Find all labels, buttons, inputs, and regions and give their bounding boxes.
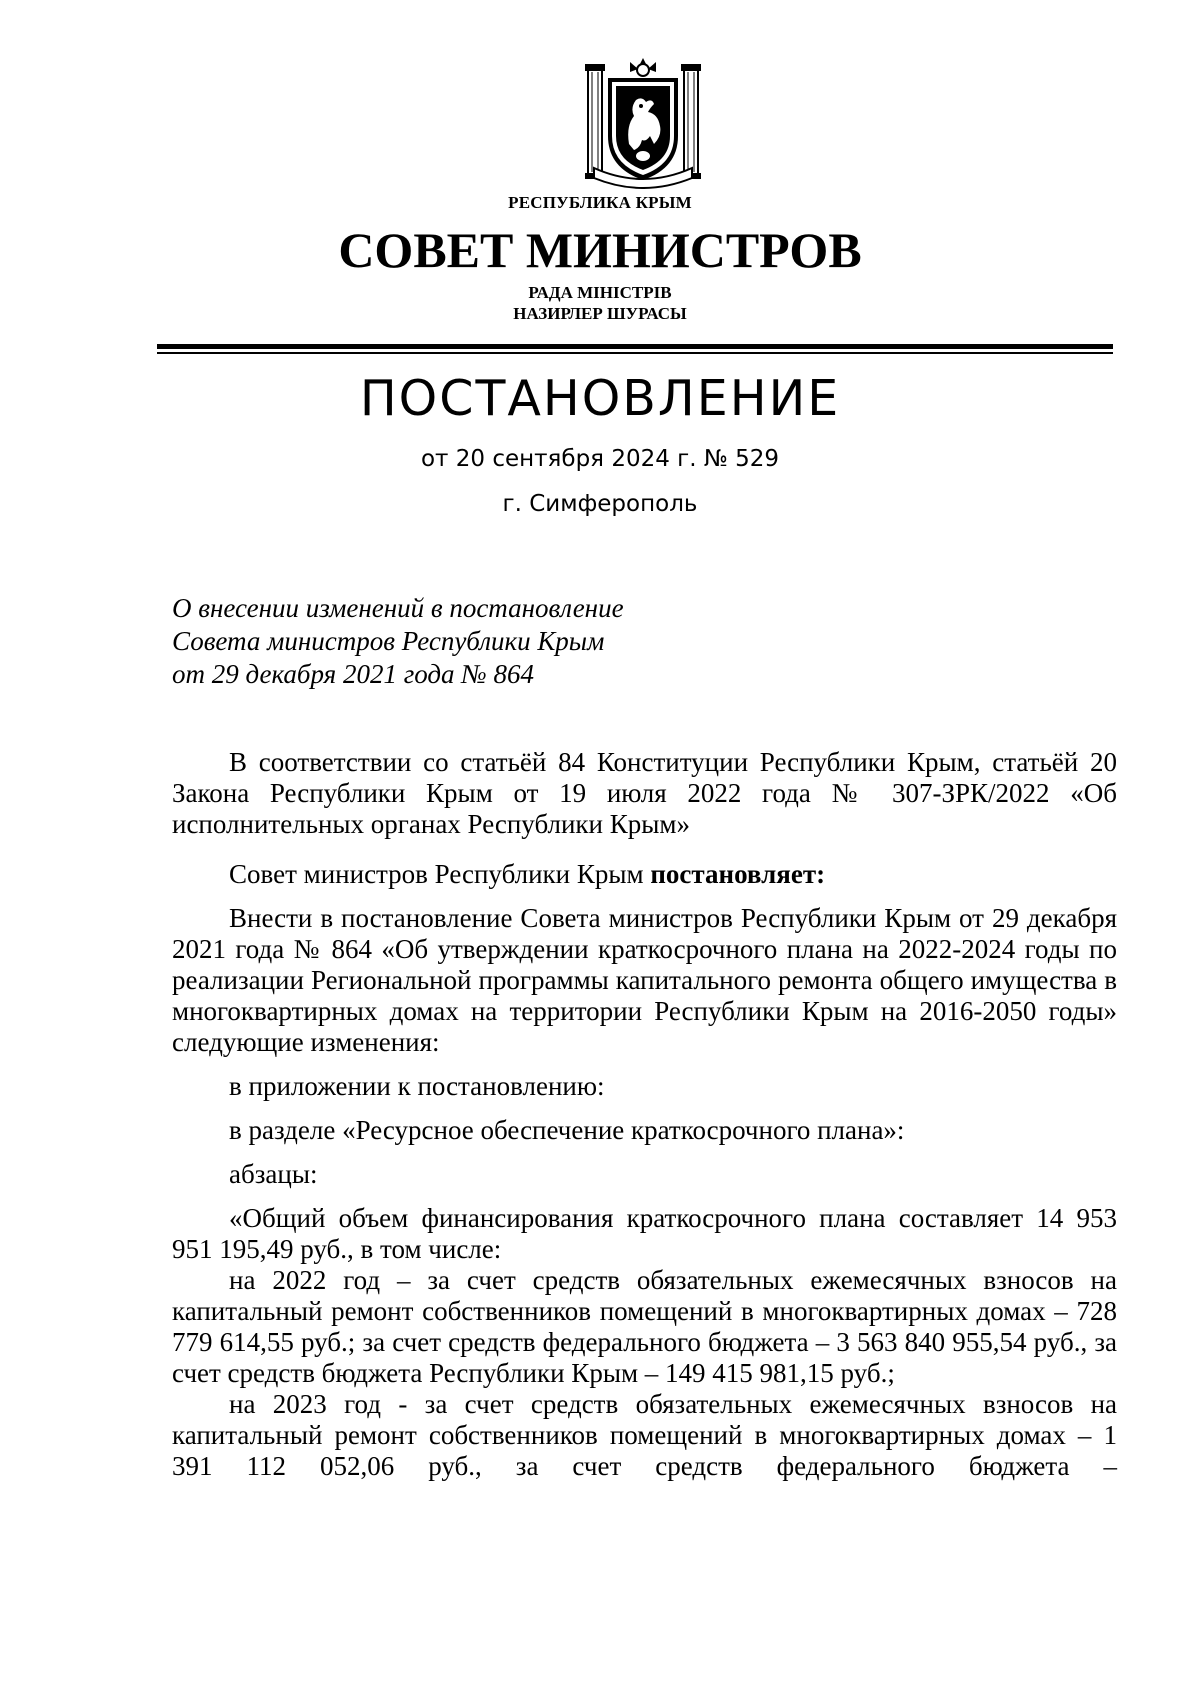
coat-of-arms-icon [584, 56, 702, 189]
decree-city: г. Симферополь [502, 491, 698, 517]
paragraph-clauses: абзацы: [229, 1159, 318, 1189]
subject-line: от 29 декабря 2021 года № 864 [172, 659, 534, 689]
header-divider-thin [157, 352, 1113, 354]
council-name: СОВЕТ МИНИСТРОВ [338, 222, 862, 278]
paragraph-2022: на 2022 год – за счет средств обязательных ежемесячных взносов на капитальный ремонт собственников помещений в многоквартирных домах – 728 779 614,55 руб.; за счет средств федерального бюджета – 3 563 840 955,54 руб., за счет средств бюджета Республики Крым – 149 415 981,15 руб.; [172, 1265, 1117, 1388]
resolves-keyword: постановляет: [650, 859, 826, 889]
decree-body [172, 747, 1117, 1482]
paragraph-annex: в приложении к постановлению: [229, 1071, 605, 1101]
paragraph-legal-basis: В соответствии со статьёй 84 Конституции Республики Крым, статьёй 20 Закона Республики Крым от 19 июля 2022 года № 307-ЗРК/2022 «Об исполнительных органах Республики Крым» [172, 747, 1117, 839]
subject-line: О внесении изменений в постановление [172, 593, 624, 623]
council-name-crimean-tatar: НАЗИРЛЕР ШУРАСЫ [513, 304, 687, 323]
paragraph-2023: на 2023 год - за счет средств обязательных ежемесячных взносов на капитальный ремонт собственников помещений в многоквартирных домах – 1 391 112 052,06 руб., за счет средств федерального бюджета – [172, 1389, 1117, 1481]
decree-title: ПОСТАНОВЛЕНИЕ [359, 370, 841, 427]
subject-line: Совета министров Республики Крым [172, 626, 605, 656]
council-name-ukrainian: РАДА МІНІСТРІВ [528, 283, 672, 302]
paragraph-resolves [172, 859, 1117, 890]
republic-name: РЕСПУБЛИКА КРЫМ [508, 193, 692, 212]
paragraph-section: в разделе «Ресурсное обеспечение краткосрочного плана»: [229, 1115, 905, 1145]
paragraph-amend: Внести в постановление Совета министров Республики Крым от 29 декабря 2021 года № 864 «Об утверждении краткосрочного плана на 2022-2024 годы по реализации Региональной программы капитального ремонта общего имущества в многоквартирных домах на территории Республики Крым на 2016-2050 годы» следующие изменения: [172, 903, 1117, 1057]
decree-subject [172, 592, 624, 691]
resolves-lead: Совет министров Республики Крым [229, 859, 651, 889]
paragraph-total-financing: «Общий объем финансирования краткосрочного плана составляет 14 953 951 195,49 руб., в том числе: [172, 1203, 1117, 1264]
header-divider [157, 344, 1113, 349]
decree-date-number: от 20 сентября 2024 г. № 529 [420, 446, 780, 472]
